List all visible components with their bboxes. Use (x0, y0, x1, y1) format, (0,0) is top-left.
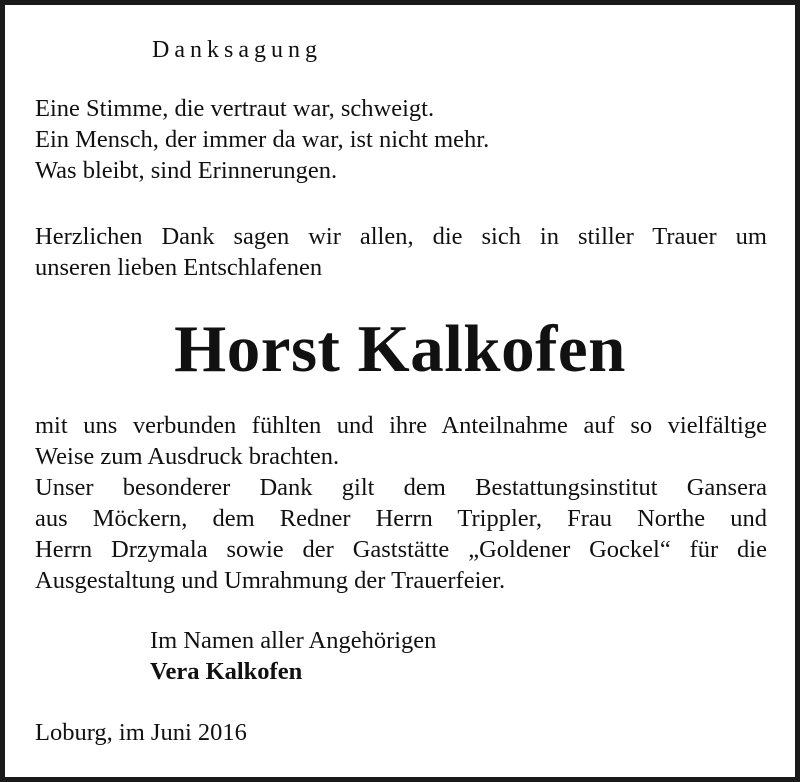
body-line: aus Möckern, dem Redner Herrn Trippler, Frau Northe und (35, 505, 767, 532)
body-line: Ausgestaltung und Umrahmung der Trauerfeier. (35, 567, 506, 594)
body-line: Herrn Drzymala sowie der Gaststätte „Goldener Gockel“ für die (35, 536, 767, 563)
verse-line: Eine Stimme, die vertraut war, schweigt. (35, 95, 435, 122)
place-and-date: Loburg, im Juni 2016 (35, 719, 247, 746)
body-line: Weise zum Ausdruck brachten. (35, 443, 340, 470)
body-line: Unser besonderer Dank gilt dem Bestattungsinstitut Gansera (35, 474, 767, 501)
thanks-intro-paragraph (35, 221, 767, 283)
signoff-block (150, 625, 436, 687)
signoff-line: Im Namen aller Angehörigen (150, 627, 437, 654)
verse-line: Ein Mensch, der immer da war, ist nicht mehr. (35, 126, 490, 153)
intro-line: Herzlichen Dank sagen wir allen, die sich in stiller Trauer um (35, 223, 767, 250)
notice-heading: Danksagung (152, 37, 322, 63)
intro-line: unseren lieben Entschlafenen (35, 254, 323, 281)
verse-line: Was bleibt, sind Erinnerungen. (35, 157, 338, 184)
deceased-name: Horst Kalkofen (174, 312, 626, 386)
memorial-verse (35, 93, 489, 186)
body-line: mit uns verbunden fühlten und ihre Anteilnahme auf so vielfältige (35, 412, 767, 439)
signer-name: Vera Kalkofen (150, 658, 303, 685)
thanks-body-paragraph (35, 410, 767, 596)
